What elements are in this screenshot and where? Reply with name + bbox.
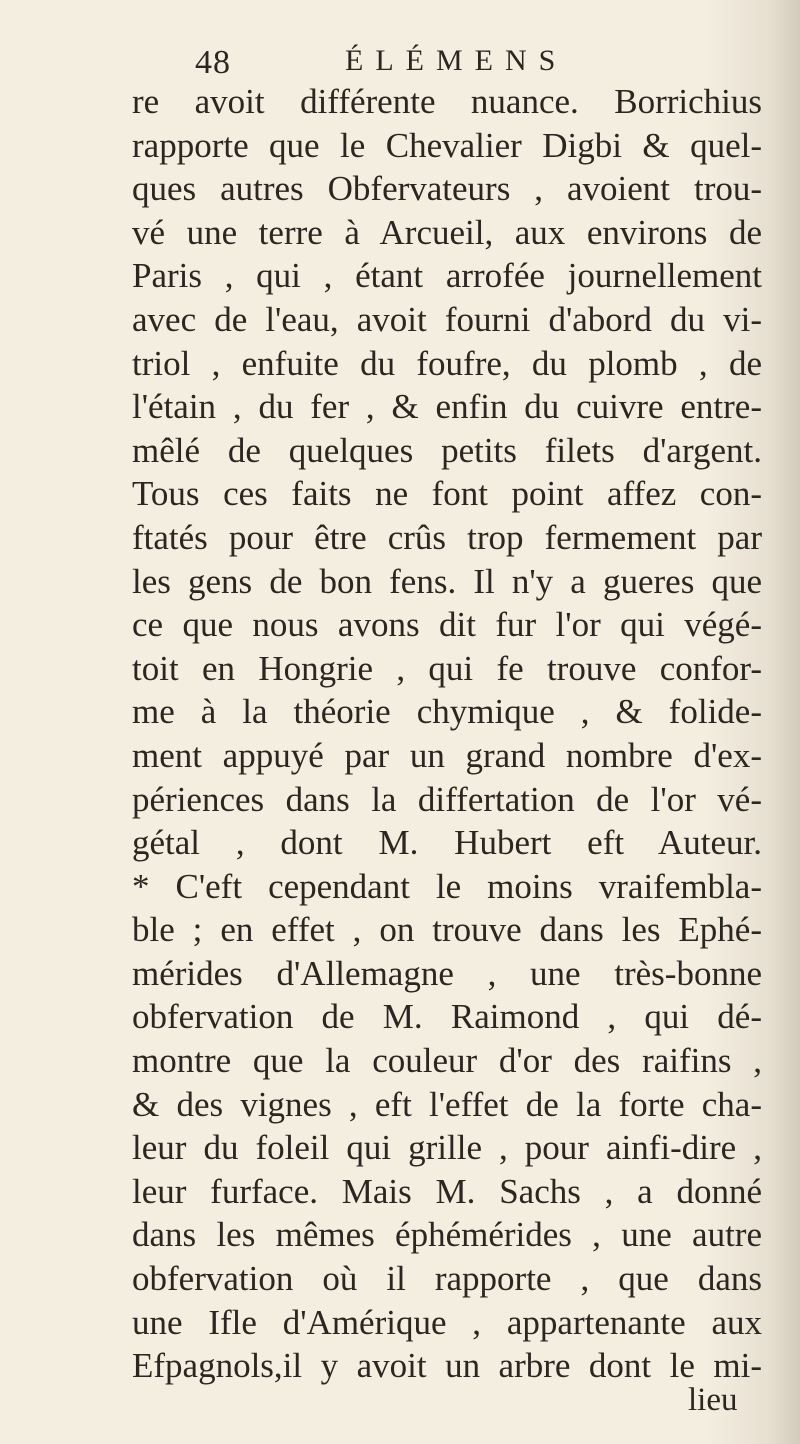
text-line: leur du foleil qui grille , pour ainfi-dire , xyxy=(132,1128,762,1168)
text-line: ment appuyé par un grand nombre d'ex- xyxy=(132,735,762,775)
text-line: ques autres Obfervateurs , avoient trou- xyxy=(132,169,762,209)
text-line: avec de l'eau, avoit fourni d'abord du vi- xyxy=(132,299,762,339)
text-line: mêlé de quelques petits filets d'argent. xyxy=(132,430,762,470)
text-line: dans les mêmes éphémérides , une autre xyxy=(132,1215,762,1255)
text-line: vé une terre à Arcueil, aux environs de xyxy=(132,212,762,252)
text-line: rapporte que le Chevalier Digbi & quel- xyxy=(132,125,762,165)
text-line: Paris , qui , étant arrofée journellement xyxy=(132,256,762,296)
text-line: mérides d'Allemagne , une très-bonne xyxy=(132,953,762,993)
text-line: re avoit différente nuance. Borrichius xyxy=(132,82,762,121)
running-title: ÉLÉMENS xyxy=(345,44,568,77)
text-line: montre que la couleur d'or des raifins , xyxy=(132,1041,762,1081)
text-line: toit en Hongrie , qui fe trouve confor- xyxy=(132,648,762,688)
text-line: gétal , dont M. Hubert eft Auteur. xyxy=(132,823,762,863)
text-line: * C'eft cependant le moins vraifembla- xyxy=(132,866,762,906)
text-line: triol , enfuite du foufre, du plomb , de xyxy=(132,343,762,383)
text-line: leur furface. Mais M. Sachs , a donné xyxy=(132,1171,762,1211)
text-line: & des vignes , eft l'effet de la forte cha- xyxy=(132,1084,762,1124)
text-line: les gens de bon fens. Il n'y a gueres que xyxy=(132,561,762,601)
page-number: 48 xyxy=(195,44,231,81)
catchword: lieu xyxy=(688,1382,738,1418)
text-line: Efpagnols,il y avoit un arbre dont le mi- xyxy=(132,1346,762,1386)
text-line: ce que nous avons dit fur l'or qui végé- xyxy=(132,605,762,645)
text-line: ftatés pour être crûs trop fermement par xyxy=(132,517,762,557)
text-line: obfervation de M. Raimond , qui dé- xyxy=(132,997,762,1037)
text-line: périences dans la differtation de l'or vé- xyxy=(132,779,762,819)
text-line: une Ifle d'Amérique , appartenante aux xyxy=(132,1302,762,1342)
text-line: Tous ces faits ne font point affez con- xyxy=(132,474,762,514)
text-line: obfervation où il rapporte , que dans xyxy=(132,1259,762,1299)
text-line: me à la théorie chymique , & folide- xyxy=(132,692,762,732)
text-line: l'étain , du fer , & enfin du cuivre entre- xyxy=(132,387,762,427)
body-text xyxy=(132,80,762,1388)
text-line: ble ; en effet , on trouve dans les Ephé- xyxy=(132,910,762,950)
